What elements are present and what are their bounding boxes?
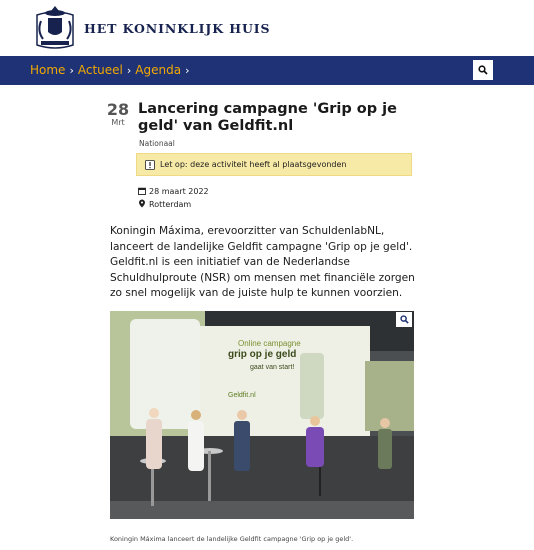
event-date: 28 maart 2022 bbox=[149, 187, 209, 196]
warning-icon bbox=[145, 160, 155, 170]
event-date-badge bbox=[106, 102, 130, 128]
royal-crest-icon[interactable] bbox=[33, 5, 77, 51]
calendar-icon bbox=[138, 187, 146, 195]
lead-paragraph: Koningin Máxima, erevoorzitter van SchuldenlabNL, lanceert de landelijke Geldfit campagne 'Grip op je geld'. Geldfit.nl is een initiatief van de Nederlandse Schuldhulproute (NSR) om mensen met financiële zorgen zo snel mogelijk van de juiste hulp te kunnen voorzien. bbox=[110, 225, 415, 300]
breadcrumb-bar bbox=[0, 56, 534, 85]
breadcrumb-separator: › bbox=[69, 64, 74, 77]
event-location-row bbox=[138, 199, 191, 209]
breadcrumb bbox=[30, 63, 193, 77]
zoom-button[interactable] bbox=[396, 312, 412, 327]
event-category: Nationaal bbox=[139, 139, 175, 148]
breadcrumb-actueel[interactable]: Actueel bbox=[77, 63, 123, 77]
breadcrumb-home[interactable]: Home bbox=[30, 63, 66, 77]
event-day: 28 bbox=[106, 100, 130, 119]
site-name[interactable]: HET KONINKLIJK HUIS bbox=[84, 21, 271, 36]
past-event-notice bbox=[136, 153, 412, 176]
event-month: Mrt bbox=[111, 118, 125, 127]
location-pin-icon bbox=[138, 199, 146, 208]
screen-line-3: gaat van start! bbox=[250, 364, 295, 371]
event-photo[interactable] bbox=[110, 311, 414, 519]
screen-logo: Geldfit.nl bbox=[228, 392, 256, 399]
event-location: Rotterdam bbox=[149, 200, 192, 209]
search-icon bbox=[400, 315, 409, 324]
breadcrumb-separator: › bbox=[185, 64, 190, 77]
breadcrumb-agenda[interactable]: Agenda bbox=[135, 63, 182, 77]
notice-text: Let op: deze activiteit heeft al plaatsgevonden bbox=[160, 160, 347, 169]
photo-caption: Koningin Máxima lanceert de landelijke Geldfit campagne 'Grip op je geld'. bbox=[110, 535, 354, 543]
breadcrumb-separator: › bbox=[126, 64, 132, 77]
page-title: Lancering campagne 'Grip op je geld' van Geldfit.nl bbox=[138, 101, 397, 134]
search-button[interactable] bbox=[473, 60, 493, 80]
screen-line-2: grip op je geld bbox=[228, 349, 297, 360]
event-date-row bbox=[138, 187, 209, 196]
event-photo-scene bbox=[110, 311, 414, 519]
site-header bbox=[0, 0, 534, 55]
screen-line-1: Online campagne bbox=[238, 339, 301, 348]
search-icon bbox=[478, 65, 488, 75]
